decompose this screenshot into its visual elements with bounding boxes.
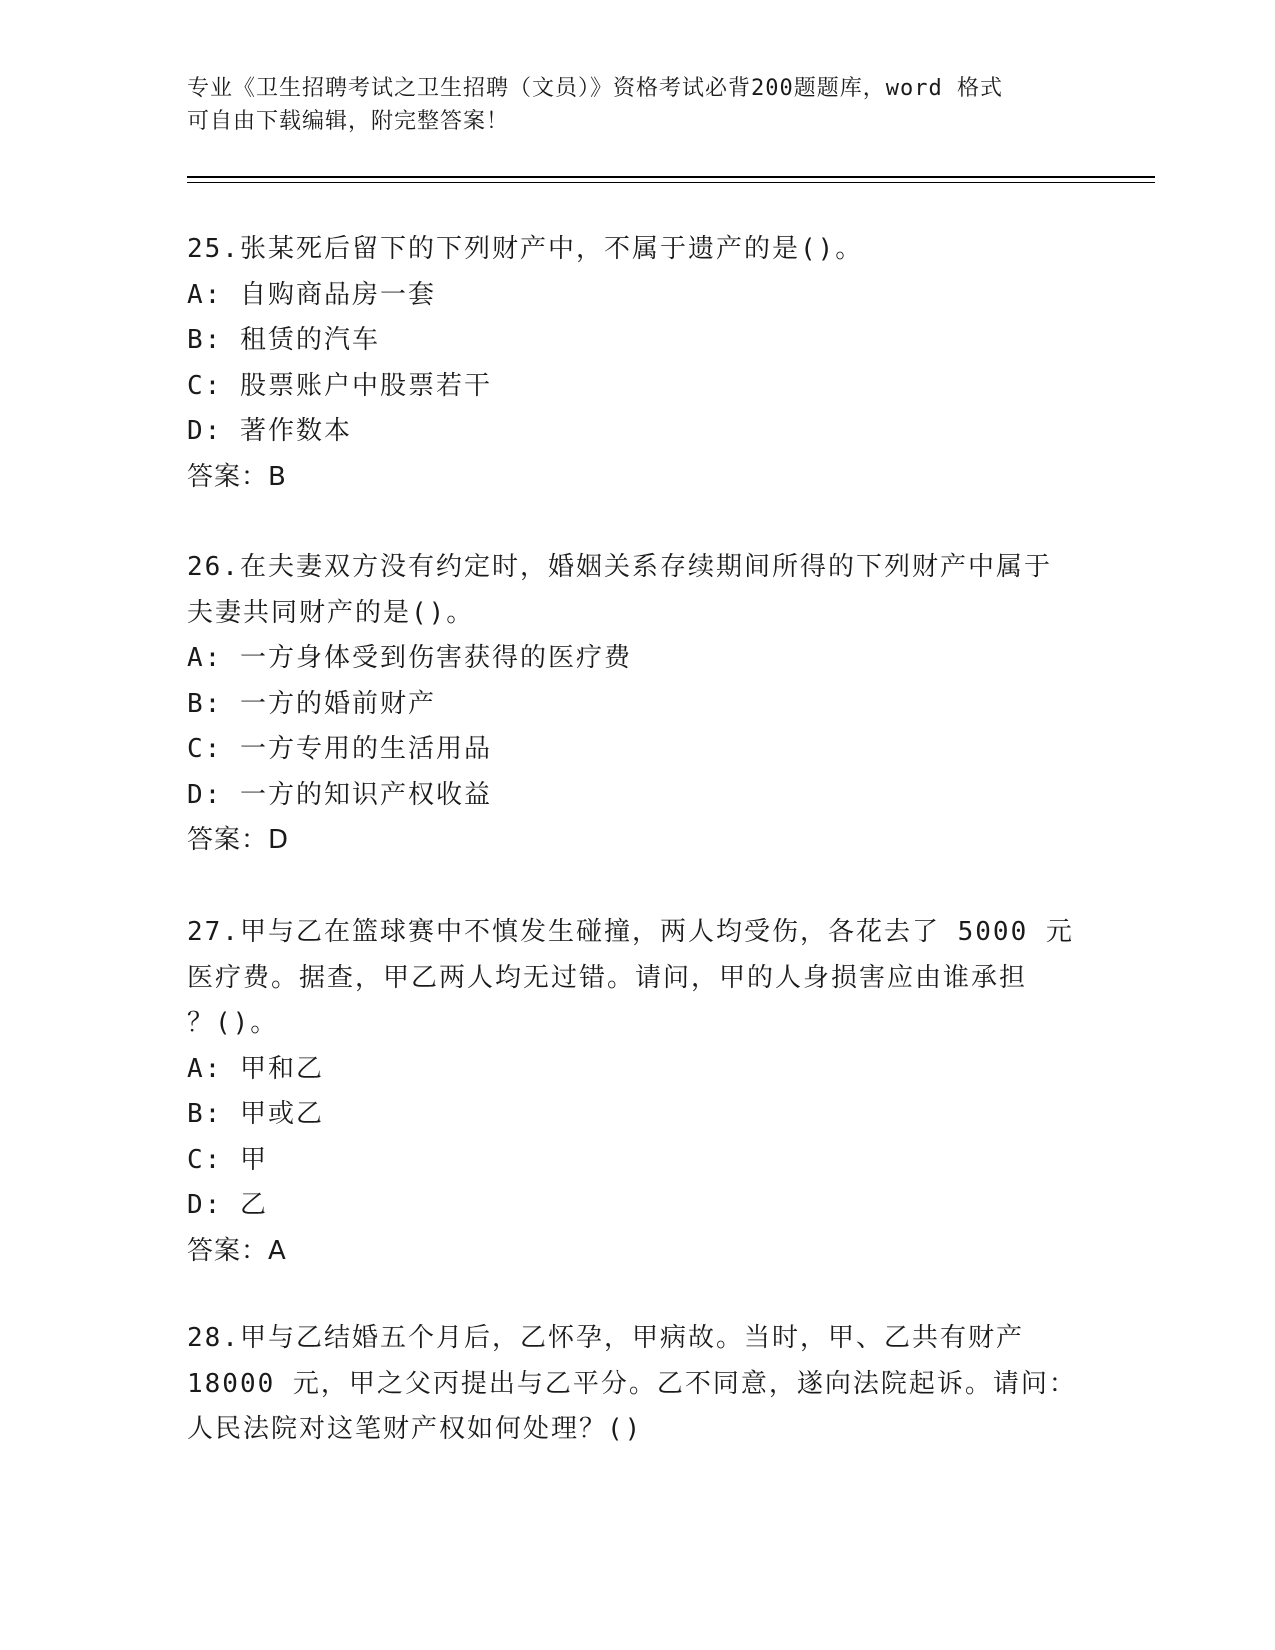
answer: 答案：A <box>187 1235 287 1266</box>
question-stem: ？()。 <box>187 1008 279 1038</box>
document-header <box>187 72 1087 138</box>
option-b: B: 租赁的汽车 <box>187 325 380 355</box>
question-27 <box>187 910 1087 1274</box>
answer: 答案：B <box>187 461 287 492</box>
option-a: A: 一方身体受到伤害获得的医疗费 <box>187 643 632 673</box>
header-divider-thick <box>187 176 1155 178</box>
header-title-line-2: 可自由下载编辑，附完整答案！ <box>187 109 510 134</box>
option-d: D: 著作数本 <box>187 416 352 446</box>
question-stem: 28.甲与乙结婚五个月后，乙怀孕，甲病故。当时，甲、乙共有财产 <box>187 1323 1024 1353</box>
question-28 <box>187 1316 1087 1453</box>
question-25 <box>187 227 1087 500</box>
option-c: C: 甲 <box>187 1144 268 1175</box>
header-title-line-1: 专业《卫生招聘考试之卫生招聘（文员）》资格考试必背200题题库，word 格式 <box>187 76 1003 101</box>
answer: 答案：D <box>187 825 290 855</box>
option-c: C: 股票账户中股票若干 <box>187 370 492 401</box>
option-c: C: 一方专用的生活用品 <box>187 734 492 764</box>
question-stem: 夫妻共同财产的是()。 <box>187 597 475 628</box>
option-b: B: 甲或乙 <box>187 1099 324 1129</box>
option-a: A: 甲和乙 <box>187 1053 324 1084</box>
option-d: D: 乙 <box>187 1190 268 1220</box>
question-stem: 26.在夫妻双方没有约定时，婚姻关系存续期间所得的下列财产中属于 <box>187 552 1052 582</box>
question-stem: 25.张某死后留下的下列财产中，不属于遗产的是()。 <box>187 234 864 264</box>
option-a: A: 自购商品房一套 <box>187 279 436 310</box>
question-stem: 18000 元，甲之父丙提出与乙平分。乙不同意，遂向法院起诉。请问： <box>187 1368 1077 1399</box>
header-divider-thin <box>187 182 1155 183</box>
question-26 <box>187 545 1087 864</box>
question-stem: 27.甲与乙在篮球赛中不慎发生碰撞，两人均受伤，各花去了 5000 元 <box>187 917 1074 947</box>
option-d: D: 一方的知识产权收益 <box>187 779 492 810</box>
question-stem: 人民法院对这笔财产权如何处理？() <box>187 1414 643 1444</box>
question-stem: 医疗费。据查，甲乙两人均无过错。请问，甲的人身损害应由谁承担 <box>187 962 1028 993</box>
option-b: B: 一方的婚前财产 <box>187 688 436 719</box>
